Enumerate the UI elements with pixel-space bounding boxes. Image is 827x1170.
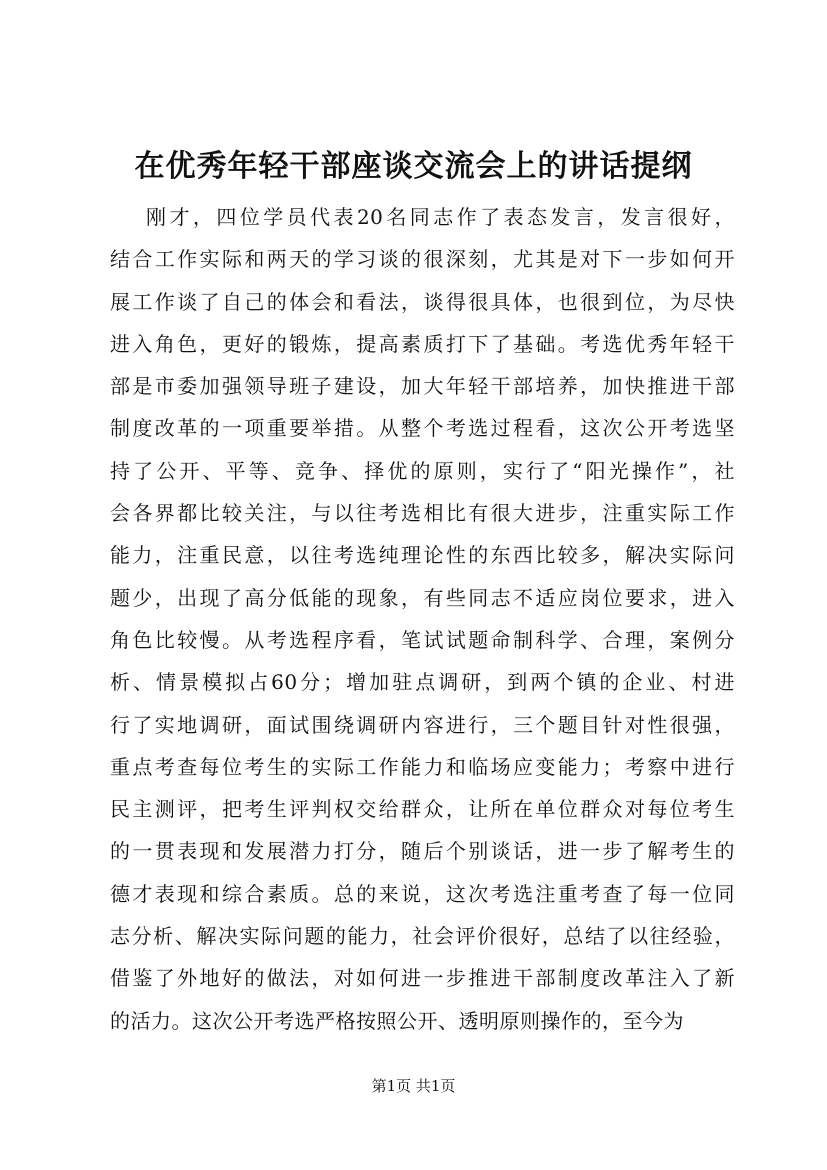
body-line: 持了公开、平等、竞争、择优的原则，实行了“阳光操作”，社 — [110, 458, 735, 483]
body-line: 角色比较慢。从考选程序看，笔试试题命制科学、合理，案例分 — [110, 627, 735, 652]
body-line: 借鉴了外地好的做法，对如何进一步推进干部制度改革注入了新 — [110, 966, 735, 991]
page-footer: 第1页 共1页 — [371, 1077, 456, 1095]
body-line: 题少，出现了高分低能的现象，有些同志不适应岗位要求，进入 — [110, 585, 735, 610]
body-line: 志分析、解决实际问题的能力，社会评价很好，总结了以往经验， — [110, 924, 735, 949]
body-line: 析、情景模拟占60分；增加驻点调研，到两个镇的企业、村进 — [110, 670, 735, 695]
body-line: 的活力。这次公开考选严格按照公开、透明原则操作的，至今为 — [110, 1008, 684, 1033]
body-line: 重点考查每位考生的实际工作能力和临场应变能力；考察中进行 — [110, 754, 735, 779]
body-line: 结合工作实际和两天的学习谈的很深刻，尤其是对下一步如何开 — [110, 247, 735, 272]
body-line: 刚才，四位学员代表20名同志作了表态发言，发言很好， — [146, 205, 735, 229]
body-line: 行了实地调研，面试围绕调研内容进行，三个题目针对性很强， — [110, 712, 735, 737]
body-line: 制度改革的一项重要举措。从整个考选过程看，这次公开考选坚 — [110, 416, 735, 441]
body-line: 部是市委加强领导班子建设，加大年轻干部培养，加快推进干部 — [110, 374, 735, 399]
body-line: 德才表现和综合素质。总的来说，这次考选注重考查了每一位同 — [110, 881, 735, 906]
body-line: 民主测评，把考生评判权交给群众，让所在单位群众对每位考生 — [110, 797, 735, 822]
body-line: 会各界都比较关注，与以往考选相比有很大进步，注重实际工作 — [110, 501, 735, 526]
body-line: 能力，注重民意，以往考选纯理论性的东西比较多，解决实际问 — [110, 543, 735, 568]
document-body — [110, 196, 735, 1042]
body-line: 的一贯表现和发展潜力打分，随后个别谈话，进一步了解考生的 — [110, 839, 735, 864]
document-title: 在优秀年轻干部座谈交流会上的讲话提纲 — [134, 149, 693, 184]
body-line: 进入角色，更好的锻炼，提高素质打下了基础。考选优秀年轻干 — [110, 331, 735, 356]
body-line: 展工作谈了自己的体会和看法，谈得很具体，也很到位，为尽快 — [110, 289, 735, 314]
